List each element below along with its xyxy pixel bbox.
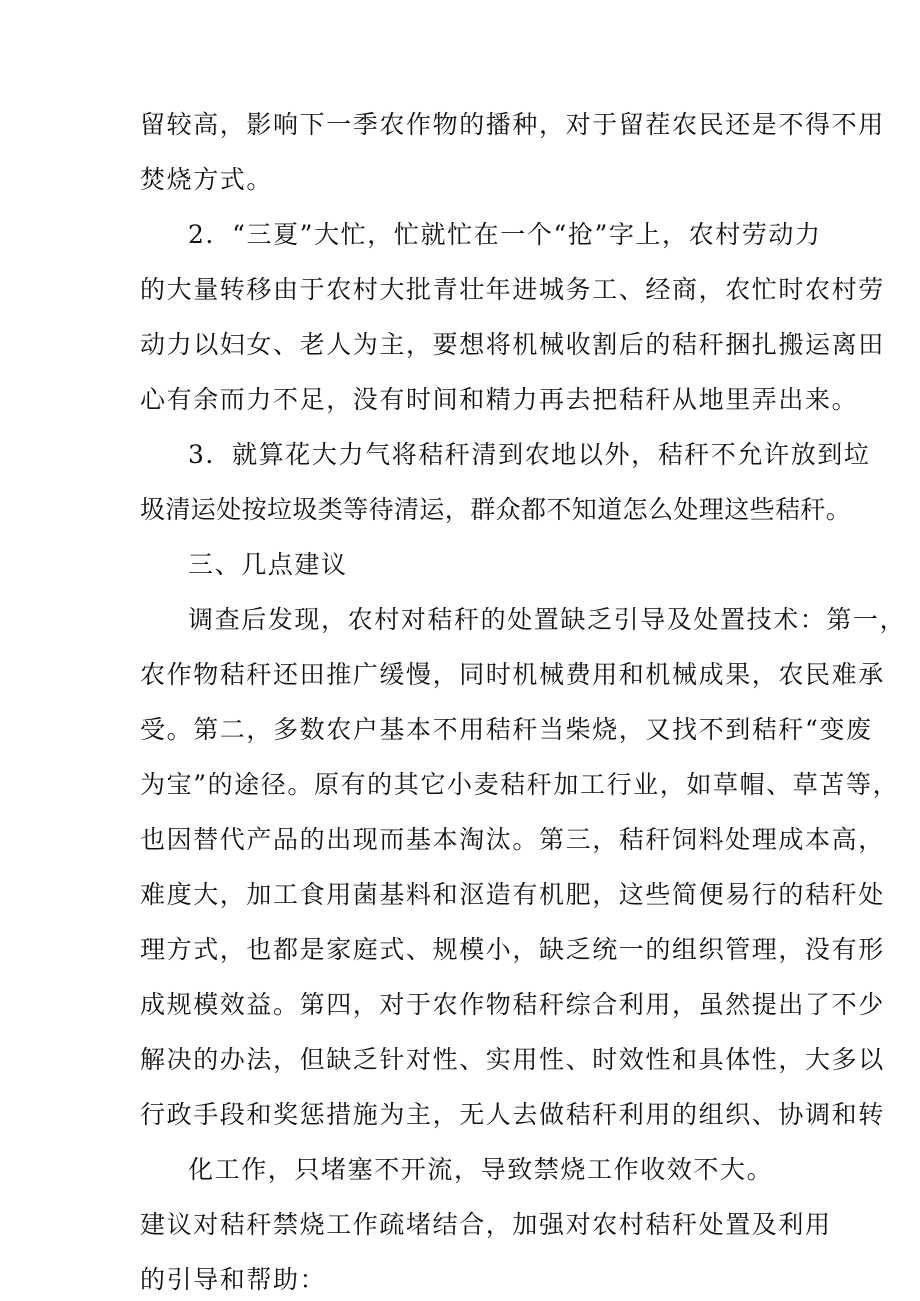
section-heading: 三、几点建议 (188, 550, 348, 579)
paragraph-line: 成规模效益。第四，对于农作物秸秆综合利用，虽然提出了不少 (140, 990, 885, 1019)
paragraph-line: 理方式，也都是家庭式、规模小，缺乏统一的组织管理，没有形 (140, 935, 885, 964)
paragraph-line: 行政手段和奖惩措施为主，无人去做秸秆利用的组织、协调和转 (140, 1100, 885, 1129)
paragraph-line: 心有余而力不足，没有时间和精力再去把秸秆从地里弄出来。 (140, 385, 859, 414)
paragraph-line: 圾清运处按垃圾类等待清运，群众都不知道怎么处理这些秸秆。 (140, 495, 852, 524)
paragraph-line: 3．就算花大力气将秸秆清到农地以外，秸秆不允许放到垃 (188, 440, 871, 469)
paragraph-line: 化工作，只堵塞不开流，导致禁烧工作收效不大。 (188, 1155, 774, 1184)
paragraph-line: 调查后发现，农村对秸秆的处置缺乏引导及处置技术：第一， (188, 605, 907, 634)
paragraph-line: 留较高，影响下一季农作物的播种，对于留茬农民还是不得不用 (140, 110, 885, 139)
paragraph-line: 难度大，加工食用菌基料和沤造有机肥，这些简便易行的秸秆处 (140, 880, 885, 909)
paragraph-line: 建议对秸秆禁烧工作疏堵结合，加强对农村秸秆处置及利用 (140, 1210, 832, 1239)
paragraph-line: 2．“三夏”大忙，忙就忙在一个“抢”字上，农村劳动力 (188, 220, 822, 249)
paragraph-line: 农作物秸秆还田推广缓慢，同时机械费用和机械成果，农民难承 (140, 660, 885, 689)
paragraph-line: 动力以妇女、老人为主，要想将机械收割后的秸秆捆扎搬运离田 (140, 330, 885, 359)
paragraph-line: 焚烧方式。 (140, 165, 274, 194)
paragraph-line: 受。第二，多数农户基本不用秸秆当柴烧，又找不到秸秆“变废 (140, 715, 873, 744)
paragraph-line: 的大量转移由于农村大批青壮年进城务工、经商，农忙时农村劳 (140, 275, 885, 304)
paragraph-line: 为宝”的途径。原有的其它小麦秸秆加工行业，如草帽、草苫等， (140, 770, 900, 799)
paragraph-line: 解决的办法，但缺乏针对性、实用性、时效性和具体性，大多以 (140, 1045, 885, 1074)
paragraph-line: 的引导和帮助： (140, 1265, 327, 1294)
paragraph-line: 也因替代产品的出现而基本淘汰。第三，秸秆饲料处理成本高， (140, 825, 885, 854)
